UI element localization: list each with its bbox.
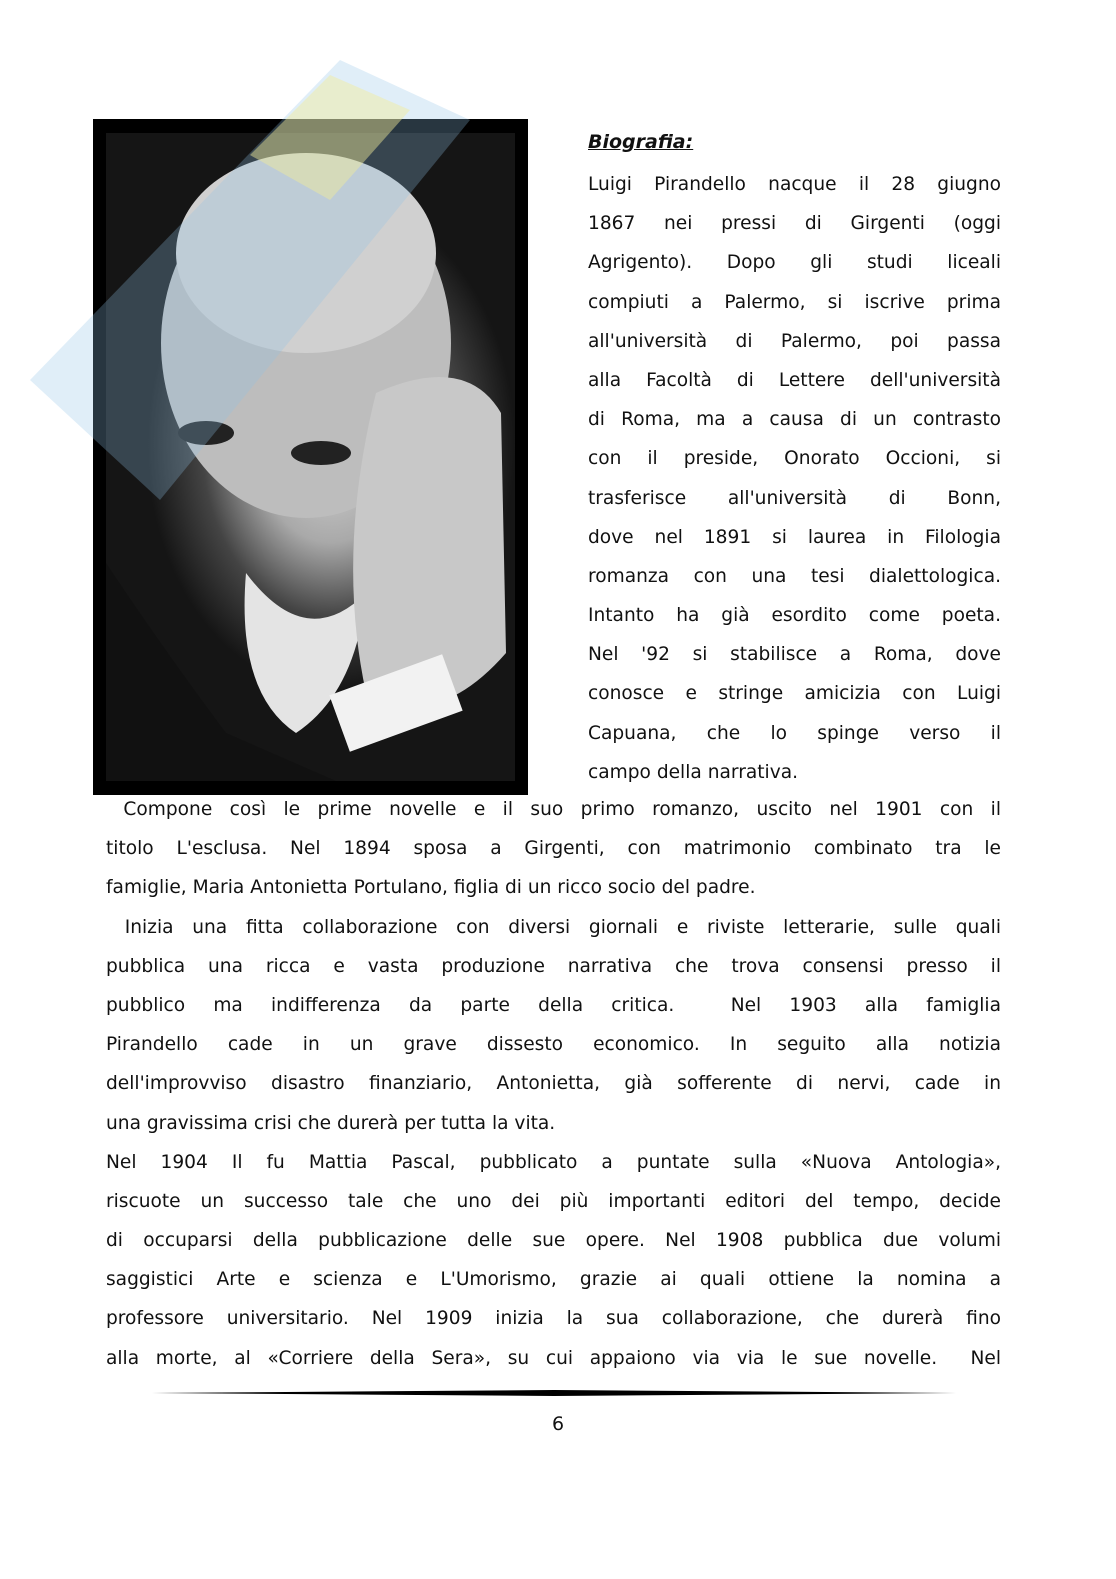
portrait-image [106,133,515,781]
text-line: Nel '92 si stabilisce a Roma, dove [588,644,1001,666]
text-line: dove nel 1891 si laurea in Filologia [588,526,1001,548]
text-line: 1867 nei pressi di Girgenti (oggi [588,213,1001,235]
text-line: Luigi Pirandello nacque il 28 giugno [588,174,1001,195]
text-line: professore universitario. Nel 1909 inizia la sua collaborazione, che durerà fino [106,1308,1001,1330]
text-line: Intanto ha già esordito come poeta. [588,605,1001,627]
portrait-photo [93,119,528,795]
text-line: Pirandello cade in un grave dissesto economico. In seguito alla notizia [106,1034,1001,1056]
text-line: alla Facoltà di Lettere dell'università [588,369,1001,391]
text-line: saggistici Arte e scienza e L'Umorismo, grazie ai quali ottiene la nomina a [106,1269,1001,1291]
text-line: compiuti a Palermo, si iscrive prima [588,291,1001,313]
text-line: di Roma, ma a causa di un contrasto [588,409,1001,431]
biography-column-text [588,165,1001,792]
text-line: alla morte, al «Corriere della Sera», su cui appaiono via via le sue novelle. Nel [106,1347,1001,1369]
text-line: riscuote un successo tale che uno dei più importanti editori del tempo, decide [106,1190,1001,1212]
text-line: all'università di Palermo, poi passa [588,330,1001,352]
section-heading: Biografia: [588,131,694,153]
text-line: dell'improvviso disastro finanziario, Antonietta, già sofferente di nervi, cade in [106,1073,1001,1095]
text-line: campo della narrativa. [588,761,798,783]
text-line: pubblico ma indifferenza da parte della critica. Nel 1903 alla famiglia [106,994,1001,1016]
biography-body-text [106,790,1001,1378]
text-line: una gravissima crisi che durerà per tutta la vita. [106,1112,556,1134]
text-line: con il preside, Onorato Occioni, si [588,448,1001,470]
text-line: Nel 1904 Il fu Mattia Pascal, pubblicato a puntate sulla «Nuova Antologia», [106,1151,1001,1173]
text-line: romanza con una tesi dialettologica. [588,565,1001,587]
text-line: di occuparsi della pubblicazione delle sue opere. Nel 1908 pubblica due volumi [106,1230,1001,1252]
text-line: conosce e stringe amicizia con Luigi [588,683,1001,705]
text-line: Compone così le prime novelle e il suo primo romanzo, uscito nel 1901 con il [106,799,1001,820]
text-line: Capuana, che lo spinge verso il [588,722,1001,744]
portrait-illustration [106,133,515,781]
text-line: trasferisce all'università di Bonn, [588,487,1001,509]
text-line: pubblica una ricca e vasta produzione narrativa che trova consensi presso il [106,955,1001,977]
page-number: 6 [551,1413,565,1435]
text-line: Agrigento). Dopo gli studi liceali [588,252,1001,274]
text-line: famiglie, Maria Antonietta Portulano, figlia di un ricco socio del padre. [106,877,756,899]
footer-divider [152,1390,956,1396]
text-line: titolo L'esclusa. Nel 1894 sposa a Girgenti, con matrimonio combinato tra le [106,838,1001,860]
text-line: Inizia una fitta collaborazione con diversi giornali e riviste letterarie, sulle quali [106,916,1002,938]
